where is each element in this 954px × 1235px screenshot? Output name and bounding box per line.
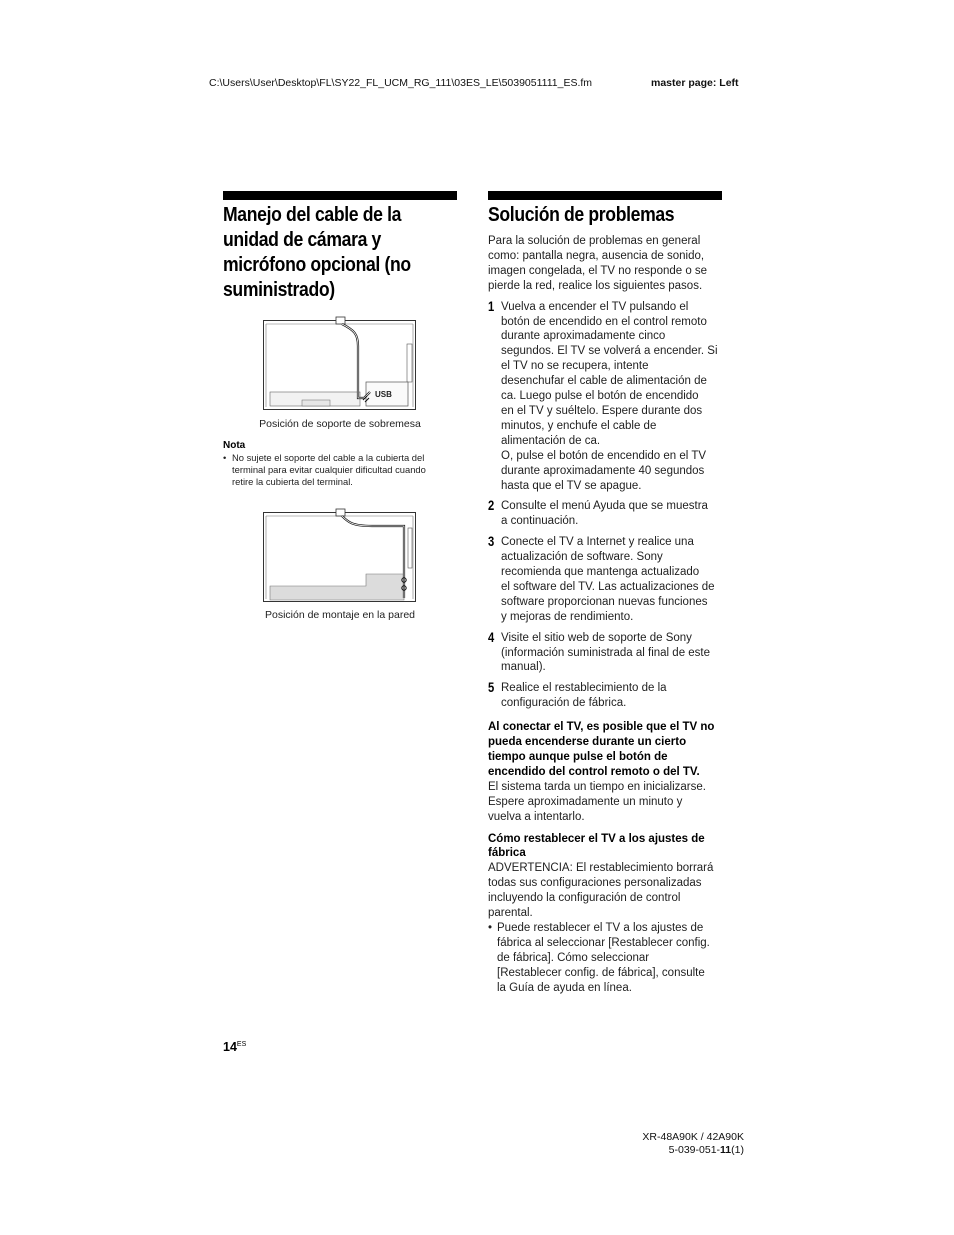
step-5: 5 Realice el restablecimiento de la configuración de fábrica.: [488, 679, 667, 710]
step-4: 4 Visite el sitio web de soporte de Sony (información suministrada al final de este manual).: [488, 628, 711, 674]
figure2-caption: Posición de montaje en la pared: [264, 609, 415, 621]
wall-mount-position-figure: [262, 508, 418, 604]
step-3: 3 Conecte el TV a Internet y realice una actualización de software. Sony recomienda que mantenga actualizado el software del TV. Las actualizaciones de software proporcionan nuevas funciones y mejoras de rendimiento.: [488, 533, 715, 623]
step-2: 2 Consulte el menú Ayuda que se muestra a continuación.: [488, 497, 708, 528]
left-section-rule: [223, 191, 457, 200]
right-section-title: Solución de problemas: [488, 204, 675, 226]
document-code: 5-039-051-11(1): [668, 1144, 744, 1156]
step-1: 1 Vuelva a encender el TV pulsando el botón de encendido en el control remoto durante aproximadamente cinco segundos. El TV se volverá a encender. Si el TV no se recupera, intente desenchufar el cable de alimentación de ca. Luego pulse el botón de encendido en el TV y suéltelo. Espere durante dos minutos, y enchufe el cable de alimentación de ca. O, pulse el botón de encendido en el TV durante aproximadamente 40 segundos hasta que el TV se apague.: [488, 297, 718, 492]
usb-port-label: USB: [375, 390, 392, 399]
tabletop-position-figure: [262, 316, 418, 412]
right-section-rule: [488, 191, 722, 200]
figure1-caption: Posición de soporte de sobremesa: [259, 418, 421, 430]
master-page-label: master page: Left: [651, 77, 739, 89]
file-path: C:\Users\User\Desktop\FL\SY22_FL_UCM_RG_111\03ES_LE\5039051111_ES.fm: [209, 77, 593, 89]
troubleshooting-content: [488, 234, 733, 996]
intro-paragraph: Para la solución de problemas en general como: pantalla negra, ausencia de sonido, imagen congelada, el TV no responde o se pierde la red, realice los siguientes pasos.: [488, 235, 708, 292]
left-section-title: Manejo del cable de la unidad de cámara y micrófono opcional (no suministrado): [223, 204, 411, 301]
startup-delay-heading: Al conectar el TV, es posible que el TV no pueda encenderse durante un cierto tiempo aunque pulse el botón de encendido del control remoto o del TV.: [488, 721, 715, 778]
footer-block: [540, 1131, 744, 1157]
startup-delay-text: El sistema tarda un tiempo en inicializarse. Espere aproximadamente un minuto y vuelva a intentarlo.: [488, 780, 706, 823]
note-title: Nota: [223, 440, 246, 451]
note-text: • No sujete el soporte del cable a la cubierta del terminal para evitar cualquier dificultad cuando retire la cubierta del terminal.: [223, 452, 426, 487]
page-number: $14^{ES}$: [223, 1040, 247, 1054]
factory-reset-heading: Cómo restablecer el TV a los ajustes de fábrica: [488, 832, 705, 860]
factory-reset-warning: ADVERTENCIA: El restablecimiento borrará todas sus configuraciones personalizadas incluyendo la configuración de control parental.: [488, 862, 714, 920]
factory-reset-bullet: • Puede restablecer el TV a los ajustes de fábrica al seleccionar [Restablecer config. de fábrica]. Cómo seleccionar [Restablecer config. de fábrica], consulte la Guía de ayuda en línea.: [488, 921, 710, 994]
model-number: XR-48A90K / 42A90K: [642, 1131, 744, 1143]
